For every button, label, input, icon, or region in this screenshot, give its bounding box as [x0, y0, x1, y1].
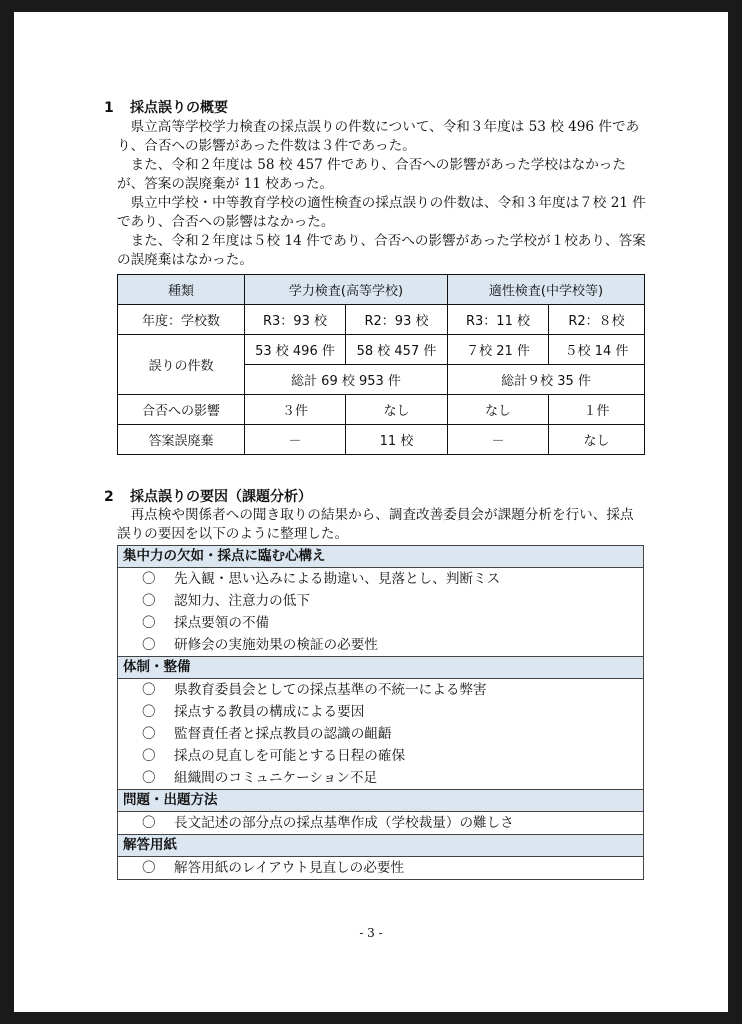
table-cell: なし [448, 395, 549, 425]
circle-bullet: 〇 [142, 704, 156, 720]
cause-category [118, 546, 643, 656]
item-text: 長文記述の部分点の採点基準作成（学校裁量）の難しさ [174, 815, 514, 831]
table-cell: R3：11 校 [448, 305, 549, 335]
section2-title: 採点誤りの要因（課題分析） [130, 489, 312, 505]
item-text: 研修会の実施効果の検証の必要性 [174, 637, 378, 653]
list-item [118, 679, 643, 701]
table-cell: 58 校 457 件 [346, 335, 448, 365]
table-cell: R2：８校 [549, 305, 645, 335]
table-row [118, 395, 645, 425]
section1-title: 採点誤りの概要 [130, 100, 228, 116]
item-text: 認知力、注意力の低下 [174, 593, 310, 609]
table-cell: １件 [549, 395, 645, 425]
list-item [118, 634, 643, 656]
table-cell: ３件 [245, 395, 346, 425]
section1-paragraph: また、令和２年度は 58 校 457 件であり、合否への影響があった学校はなかったが、答案の誤廃棄が 11 校あった。 [117, 157, 626, 192]
total-aptitude: 総計９校 35 件 [448, 365, 645, 395]
row-label: 年度：学校数 [118, 305, 245, 335]
list-item [118, 745, 643, 767]
table-cell: R2：93 校 [346, 305, 448, 335]
section2-number: 2 [104, 489, 114, 505]
table-header-row [118, 275, 645, 305]
table-row [118, 305, 645, 335]
table-cell: なし [346, 395, 448, 425]
table-cell: 11 校 [346, 425, 448, 455]
section1-paragraph: 県立中学校・中等教育学校の適性検査の採点誤りの件数は、令和３年度は７校 21 件であり、合否への影響はなかった。 [117, 195, 646, 230]
cause-analysis-box [117, 545, 644, 880]
section1-paragraph: 県立高等学校学力検査の採点誤りの件数について、令和３年度は 53 校 496 件であり、合否への影響があった件数は３件であった。 [117, 119, 640, 154]
header-academic-test: 学力検査(高等学校) [245, 275, 448, 305]
list-item [118, 767, 643, 789]
table-cell: R3：93 校 [245, 305, 346, 335]
section1-body [117, 118, 647, 270]
list-item [118, 568, 643, 590]
cause-category [118, 789, 643, 834]
category-title: 解答用紙 [118, 834, 643, 857]
circle-bullet: 〇 [142, 637, 156, 653]
circle-bullet: 〇 [142, 748, 156, 764]
circle-bullet: 〇 [142, 815, 156, 831]
header-kind: 種類 [118, 275, 245, 305]
list-item [118, 723, 643, 745]
page-number: - 3 - [359, 926, 383, 940]
item-text: 監督責任者と採点教員の認識の齟齬 [174, 726, 392, 742]
section2-heading [104, 486, 312, 506]
table-cell: ７校 21 件 [448, 335, 549, 365]
section1-heading [104, 97, 228, 117]
row-label: 合否への影響 [118, 395, 245, 425]
item-text: 組織間のコミュニケーション不足 [174, 770, 378, 786]
list-item [118, 612, 643, 634]
circle-bullet: 〇 [142, 615, 156, 631]
category-title: 集中力の欠如・採点に臨む心構え [118, 546, 643, 568]
table-cell: ５校 14 件 [549, 335, 645, 365]
section1-number: 1 [104, 100, 114, 116]
item-text: 採点する教員の構成による要因 [174, 704, 365, 720]
cause-category [118, 656, 643, 789]
item-text: 採点の見直しを可能とする日程の確保 [174, 748, 406, 764]
header-aptitude-test: 適性検査(中学校等) [448, 275, 645, 305]
row-label: 答案誤廃棄 [118, 425, 245, 455]
circle-bullet: 〇 [142, 593, 156, 609]
error-stats-table [117, 274, 645, 455]
list-item [118, 812, 643, 834]
list-item [118, 857, 643, 879]
table-row [118, 425, 645, 455]
circle-bullet: 〇 [142, 770, 156, 786]
cause-category [118, 834, 643, 879]
circle-bullet: 〇 [142, 726, 156, 742]
item-text: 県教育委員会としての採点基準の不統一による弊害 [174, 682, 487, 698]
table-cell: － [245, 425, 346, 455]
table-row [118, 335, 645, 365]
section2-body [117, 506, 647, 544]
table-cell: 53 校 496 件 [245, 335, 346, 365]
category-title: 問題・出題方法 [118, 789, 643, 812]
item-text: 先入観・思い込みによる勘違い、見落とし、判断ミス [174, 571, 501, 587]
list-item [118, 701, 643, 723]
document-page [14, 12, 728, 1012]
total-academic: 総計 69 校 953 件 [245, 365, 448, 395]
circle-bullet: 〇 [142, 571, 156, 587]
section1-paragraph: また、令和２年度は５校 14 件であり、合否への影響があった学校が１校あり、答案の誤廃棄はなかった。 [117, 233, 646, 268]
row-label: 誤りの件数 [118, 335, 245, 395]
section2-paragraph: 再点検や関係者への聞き取りの結果から、調査改善委員会が課題分析を行い、採点誤りの要因を以下のように整理した。 [117, 507, 634, 542]
table-cell: なし [549, 425, 645, 455]
circle-bullet: 〇 [142, 682, 156, 698]
list-item [118, 590, 643, 612]
item-text: 採点要領の不備 [174, 615, 270, 631]
circle-bullet: 〇 [142, 860, 156, 876]
category-title: 体制・整備 [118, 656, 643, 679]
table-cell: － [448, 425, 549, 455]
item-text: 解答用紙のレイアウト見直しの必要性 [174, 860, 405, 876]
